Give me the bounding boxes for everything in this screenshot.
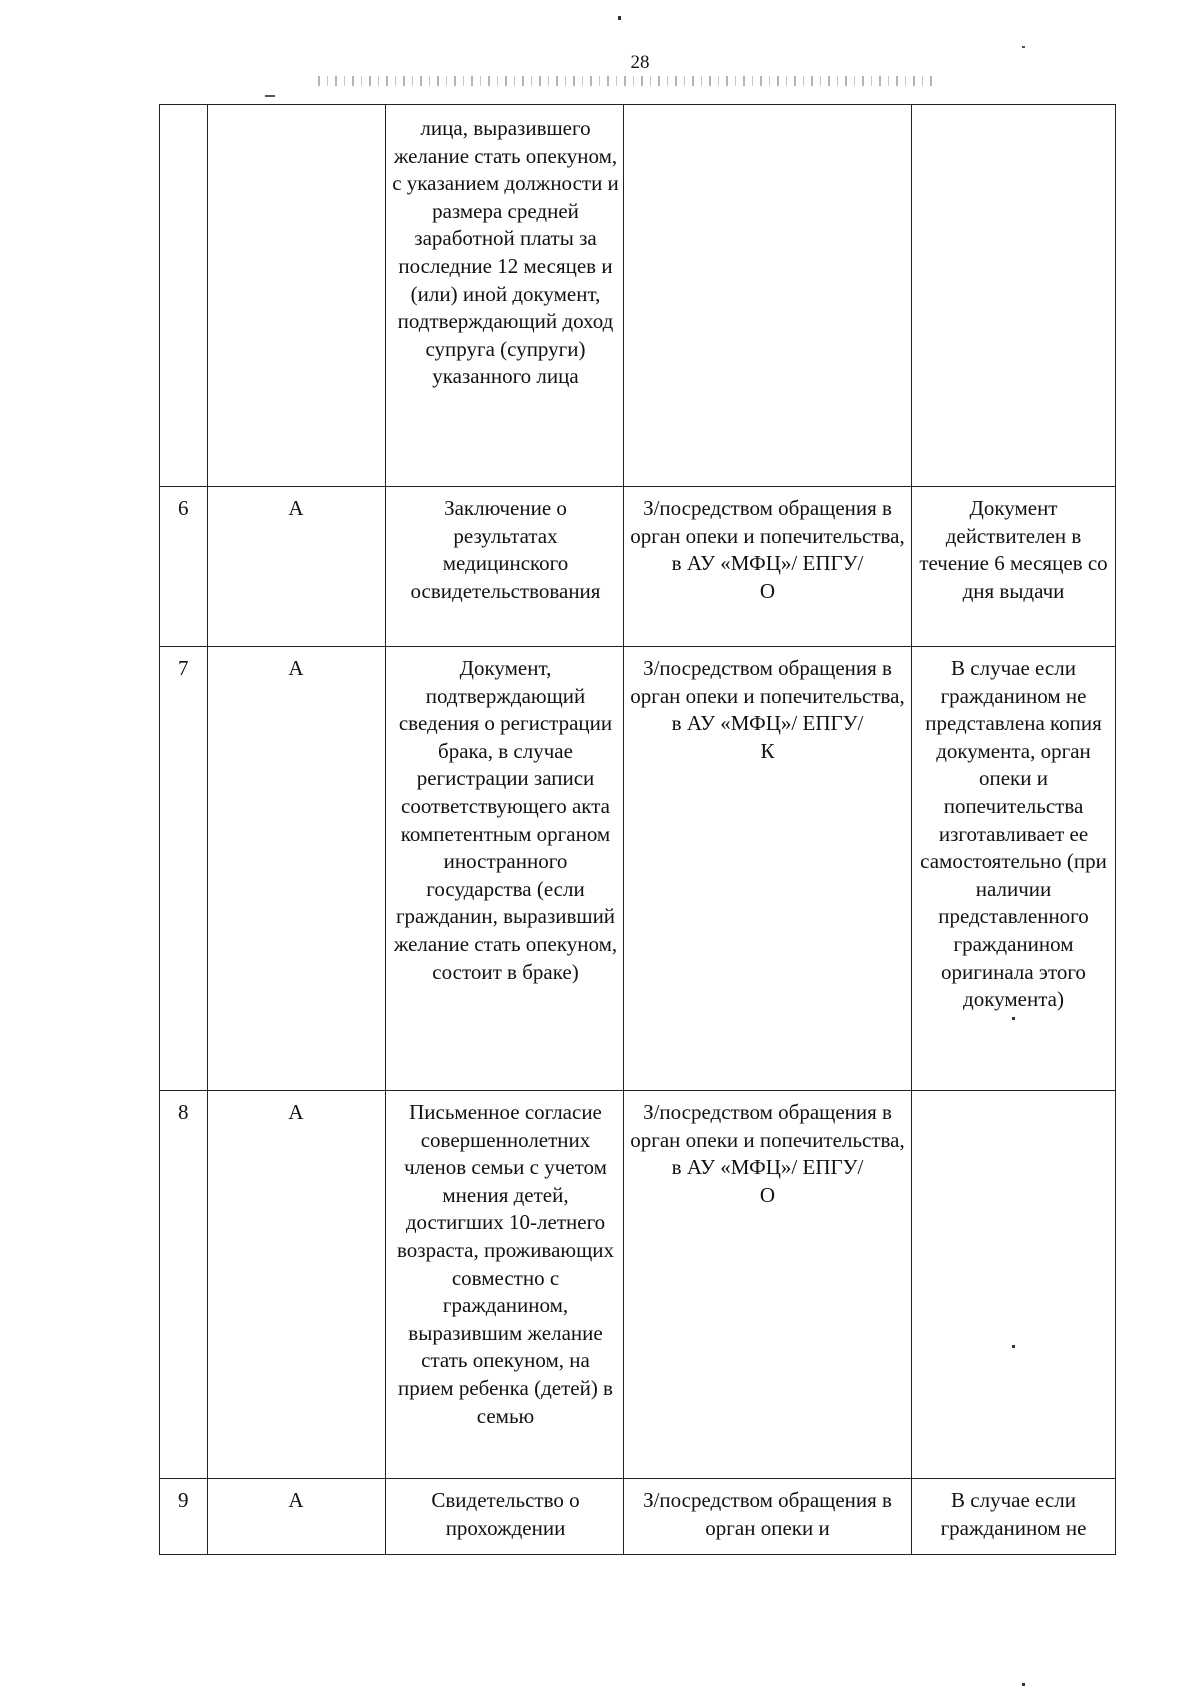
scan-artifact-dot [1022,1683,1025,1686]
note-text: В случае если гражданином не представлена копия документа, орган опеки и попечительства изготавливает ее самостоятельно (при наличии представленного гражданином оригинала этого документа) [920,656,1107,1012]
documents-table [159,104,1116,1555]
cell-type: А [208,1479,386,1555]
cell-num: 8 [160,1091,208,1479]
cell-note: Документ действителен в течение 6 месяцев со дня выдачи [912,487,1116,647]
cell-type: А [208,647,386,1091]
page-number: 28 [630,52,650,73]
cell-num: 9 [160,1479,208,1555]
cell-method [624,1479,912,1555]
method-text: З/посредством обращения в орган опеки и попечительства, в АУ «МФЦ»/ ЕПГУ/ [630,496,905,576]
cell-name: лица, выразившего желание стать опекуном, с указанием должности и размера средней заработной платы за последние 12 месяцев и (или) иной документ, подтверждающий доход супруга (супруги) указанного лица [386,105,624,487]
cell-method [624,487,912,647]
cell-num: 7 [160,647,208,1091]
cell-num [160,105,208,487]
cell-method [624,105,912,487]
scan-artifact-dot [1012,1345,1015,1348]
cell-method [624,647,912,1091]
cell-type: А [208,487,386,647]
table-row [160,487,1116,647]
form-code: О [759,1182,776,1207]
cell-name: Письменное согласие совершеннолетних членов семьи с учетом мнения детей, достигших 10-летнего возраста, проживающих совместно с гражданином, выразившим желание стать опекуном, на прием ребенка (детей) в семью [386,1091,624,1479]
cell-num: 6 [160,487,208,647]
scan-artifact-dot [1012,1017,1015,1020]
cell-type [208,105,386,487]
cell-name: Свидетельство о прохождении [386,1479,624,1555]
cell-method [624,1091,912,1479]
cell-name: Заключение о результатах медицинского освидетельствования [386,487,624,647]
scan-noise-strip [318,76,938,86]
scan-artifact-dot [1022,46,1025,48]
cell-note: В случае если гражданином не [912,1479,1116,1555]
form-code: К [760,738,775,763]
cell-note [912,647,1116,1091]
method-text: З/посредством обращения в орган опеки и [643,1488,892,1540]
form-code: О [759,578,776,603]
cell-note [912,105,1116,487]
cell-name: Документ, подтверждающий сведения о регистрации брака, в случае регистрации записи соответствующего акта компетентным органом иностранного государства (если гражданин, выразивший желание стать опекуном, состоит в браке) [386,647,624,1091]
cell-type: А [208,1091,386,1479]
method-text: З/посредством обращения в орган опеки и попечительства, в АУ «МФЦ»/ ЕПГУ/ [630,656,905,736]
scan-artifact-dash [265,95,275,97]
scan-artifact-dot [618,16,621,20]
method-text: З/посредством обращения в орган опеки и попечительства, в АУ «МФЦ»/ ЕПГУ/ [630,1100,905,1180]
cell-note [912,1091,1116,1479]
table-row [160,1479,1116,1555]
table-row-continuation [160,105,1116,487]
table-row [160,647,1116,1091]
table-row [160,1091,1116,1479]
